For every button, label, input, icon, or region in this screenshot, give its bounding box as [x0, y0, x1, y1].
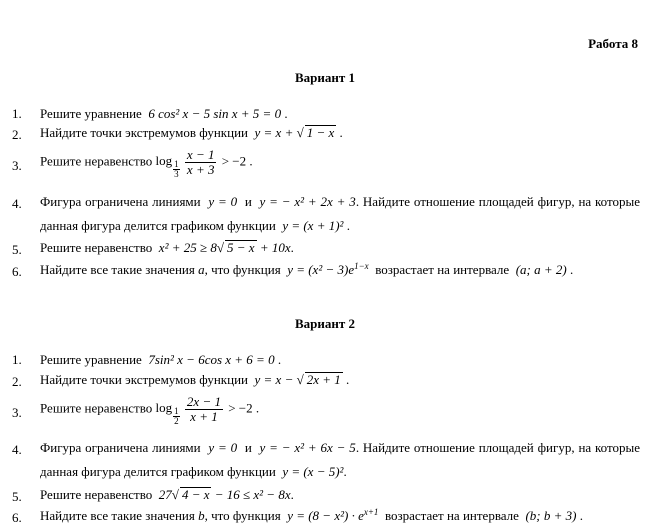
task-2-3: Решите неравенство log 1 2 $\frac{2x - 1}{x + 1}$ > −2 . [40, 394, 260, 427]
task-number: 1. [12, 352, 22, 367]
task-number: 6. [12, 510, 22, 525]
task-1-5: Решите неравенство x² + 25 ≥ 8√ 5 − x + 10x. [40, 240, 294, 255]
task-number: 4. [12, 196, 22, 211]
task-1-2: Найдите точки экстремумов функции y = x + √ 1 − x . [40, 125, 343, 140]
task-number: 5. [12, 489, 22, 504]
task-2-5: Решите неравенство 27√ 4 − x − 16 ≤ x² − 8x. [40, 487, 294, 502]
task-number: 2. [12, 374, 22, 389]
variant-1-title: Вариант 1 [294, 70, 356, 85]
task-1-4: Фигура ограничена линиями y = 0 и y = − x² + 2x + 3. Найдите отношение площадей фигур, на которые данная фигура делится графиком функции y = (x + 1)² . [40, 194, 641, 233]
task-number: 3. [12, 158, 22, 173]
task-1-6: Найдите все такие значения a, что функция $y = (x^2 - 3)e^{1-x}$ возрастает на интервале (a; a + 2) . [40, 261, 574, 277]
task-2-6: Найдите все такие значения b, что функция $y = (8 - x^2) \cdot e^{x+1}$ возрастает на интервале (b; b + 3) . [40, 507, 583, 523]
task-number: 3. [12, 405, 22, 420]
task-1-1: Решите уравнение 6 cos² x − 5 sin x + 5 = 0 . [40, 106, 288, 121]
task-number: 5. [12, 242, 22, 257]
variant-2-title: Вариант 2 [294, 316, 356, 331]
task-number: 2. [12, 127, 22, 142]
task-1-3: Решите неравенство log 1 3 $\frac{x - 1}{x + 3}$ > −2 . [40, 147, 253, 180]
task-2-2: Найдите точки экстремумов функции y = x − √ 2x + 1 . [40, 372, 350, 387]
work-title: Работа 8 [588, 36, 638, 51]
task-number: 4. [12, 442, 22, 457]
task-number: 6. [12, 264, 22, 279]
task-2-1: Решите уравнение 7sin² x − 6cos x + 6 = 0 . [40, 352, 282, 367]
task-number: 1. [12, 106, 22, 121]
task-2-4: Фигура ограничена линиями y = 0 и y = − x² + 6x − 5. Найдите отношение площадей фигур, на которые данная фигура делится графиком функции y = (x − 5)². [40, 440, 641, 479]
